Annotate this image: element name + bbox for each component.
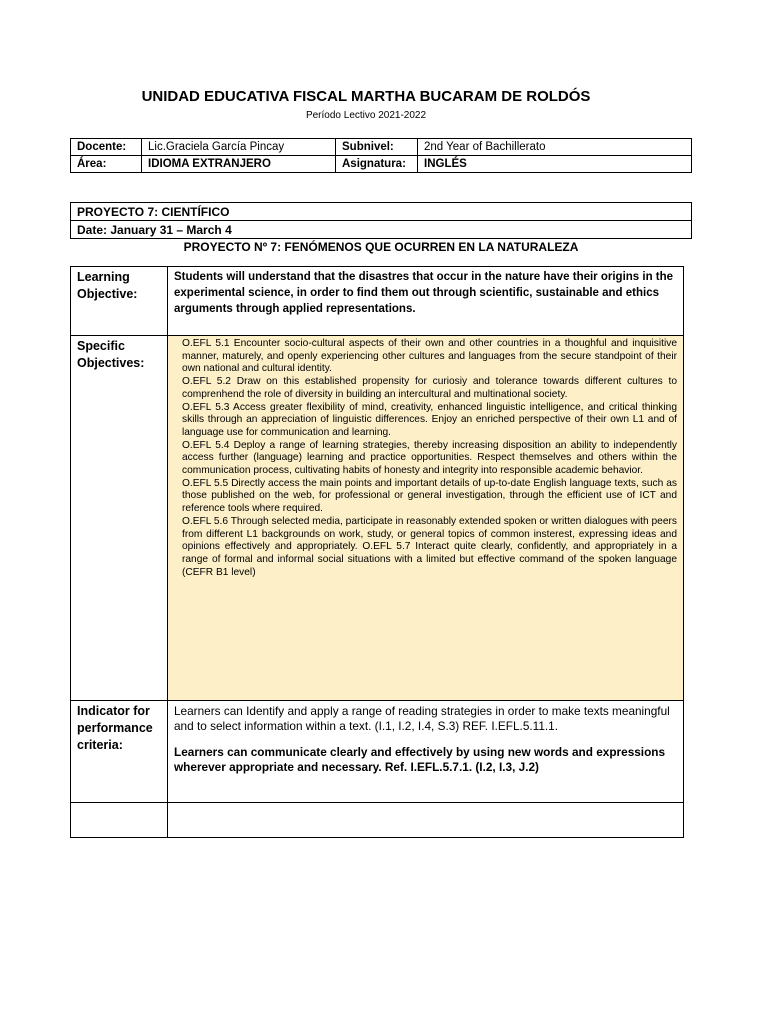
asignatura-label: Asignatura:: [336, 156, 418, 173]
docente-label: Docente:: [71, 139, 142, 156]
period-subtitle: Período Lectivo 2021-2022: [305, 110, 427, 121]
learning-objective-text: Students will understand that the disastres that occur in the nature have their origins in the experimental science, in order to find them out through scientific, sustainable and ethics arguments through applied representations.: [168, 267, 684, 336]
area-value: IDIOMA EXTRANJERO: [142, 156, 336, 173]
specific-objective-item: O.EFL 5.2 Draw on this established propensity for curiosiy and tolerance towards different cultures to comprenhend the role of diversity in building an intercultural and multinational society.: [182, 376, 677, 400]
specific-objective-item: O.EFL 5.3 Access greater flexibility of mind, creativity, enhanced linguistic intelligence, and critical thinking skills through an appreciation of linguistic differences. Enjoy an enriched perspective of their own L1 and of language use for communication and learning.: [182, 401, 677, 438]
project-name: PROYECTO 7: CIENTÍFICO: [71, 203, 692, 221]
info-row-docente: [71, 139, 692, 156]
project-date: Date: January 31 – March 4: [71, 221, 692, 239]
specific-objectives-row: [71, 336, 684, 701]
project-heading: PROYECTO Nº 7: FENÓMENOS QUE OCURREN EN LA NATURALEZA: [183, 240, 579, 254]
asignatura-value: INGLÉS: [418, 156, 692, 173]
school-title: UNIDAD EDUCATIVA FISCAL MARTHA BUCARAM DE ROLDÓS: [141, 88, 591, 105]
empty-label-cell: [71, 803, 168, 838]
specific-objectives-label: Specific Objectives:: [71, 336, 168, 701]
subnivel-label: Subnivel:: [336, 139, 418, 156]
learning-objective-row: [71, 267, 684, 336]
empty-row: [71, 803, 684, 838]
indicator-communication: Learners can communicate clearly and effectively by using new words and expressions wherever appropriate and necessary. Ref. I.EFL.5.7.1. (I.2, I.3, J.2): [174, 745, 666, 774]
learning-objective-label: Learning Objective:: [71, 267, 168, 336]
empty-content-cell: [168, 803, 684, 838]
info-table: [70, 138, 692, 173]
specific-objective-item: O.EFL 5.5 Directly access the main points and important details of up-to-date English language texts, such as those published on the web, for professional or general investigation, through the efficient use of ICT and reference tools where required.: [182, 477, 677, 515]
indicator-label: Indicator for performance criteria:: [71, 701, 168, 803]
docente-value: Lic.Graciela García Pincay: [142, 139, 336, 156]
specific-objective-item: O.EFL 5.1 Encounter socio-cultural aspects of their own and other countries in a thoughful and inquisitive manner, maturely, and openly experiencing other cultures and languages from the secure standpoint of their own national and cultural identity.: [182, 338, 677, 375]
indicator-reading: Learners can Identify and apply a range of reading strategies in order to make texts meaningful and to select information within a text. (I.1, I.2, I.4, S.3) REF. I.EFL.5.11.1.: [174, 704, 670, 733]
specific-objective-item: O.EFL 5.4 Deploy a range of learning strategies, thereby increasing disposition an ability to independently access further (language) learning and practice opportunities. Respect themselves and others within the communication process, cultivating habits of honesty and integrity into responsible academic behavior.: [182, 439, 677, 477]
specific-objective-item: O.EFL 5.6 Through selected media, participate in reasonably extended spoken or written dialogues with peers from different L1 backgrounds on work, study, or general topics of common insterest, expressing ideas and opinions effectively and appropriately. O.EFL 5.7 Interact quite clearly, confidently, and appropriately in a range of formal and informal social situations with a limited but effective command of the spoken language (CEFR B1 level): [182, 515, 677, 578]
specific-objectives-text: [168, 336, 684, 701]
project-table: [70, 202, 692, 239]
indicator-row: [71, 701, 684, 803]
plan-table: [70, 266, 684, 838]
subnivel-value: 2nd Year of Bachillerato: [418, 139, 692, 156]
area-label: Área:: [71, 156, 142, 173]
indicator-text: [168, 701, 684, 803]
info-row-area: [71, 156, 692, 173]
